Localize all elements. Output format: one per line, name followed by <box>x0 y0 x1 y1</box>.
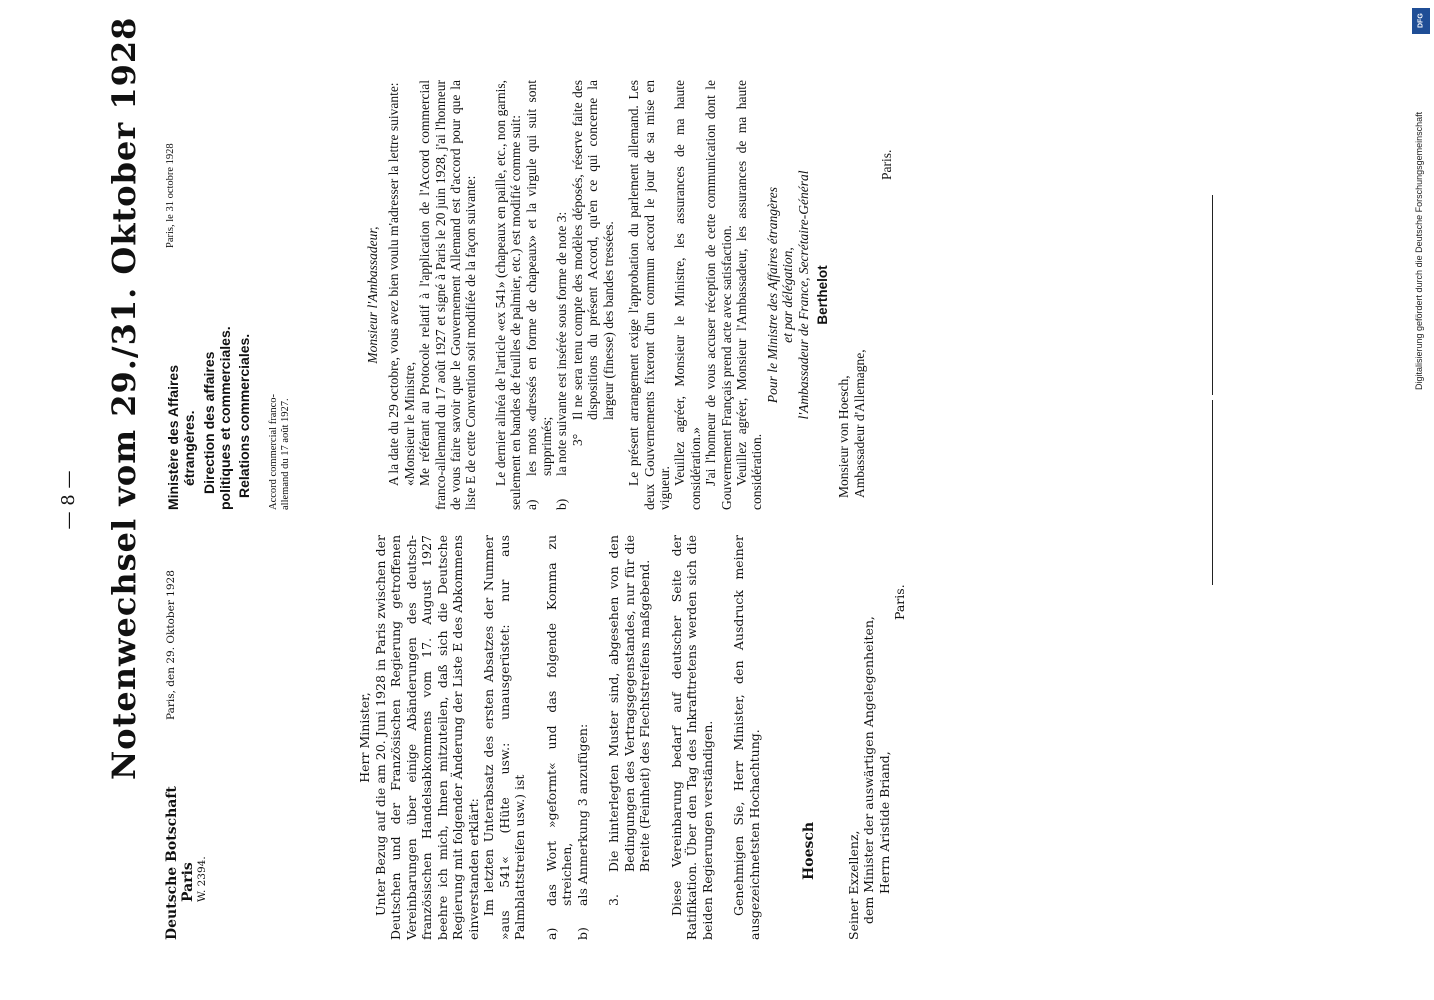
reference-line-1: Accord commercial franco- <box>268 393 280 510</box>
french-addressee-line-1: Monsieur von Hoesch, <box>836 375 852 498</box>
german-item-b-text: als Anmerkung 3 anzufügen: <box>574 723 590 906</box>
closing-line-3: l'Ambassadeur de France, Secrétaire-Général <box>795 170 811 420</box>
german-letter <box>165 535 908 940</box>
french-item-a-text: les mots «dressés en forme de chapeaux» et la virgule qui suit sont supprimés; <box>523 80 555 476</box>
addressee-line-1: Seiner Exzellenz, <box>845 830 861 940</box>
french-reference <box>268 80 292 510</box>
direction-line-2: politiques et commerciales. <box>217 326 233 510</box>
dfg-watermark-text: Digitalisierung gefördert durch die Deutsche Forschungsgemeinschaft <box>1414 111 1424 390</box>
reference-line-2: allemand du 17 août 1927. <box>280 398 292 510</box>
german-paragraph-2: Im letzten Unterabsatz des ersten Absatzes der Nummer »aus 541« (Hüte usw.: unausgerüstet: nur aus Palmblattstreifen usw.) ist <box>481 535 527 940</box>
direction-line-1: Direction des affaires <box>201 351 217 494</box>
french-paragraph-2: Me référant au Protocole relatif à l'application de l'Accord commercial franco-allemand du 17 août 1927 et signé à Paris le 20 juin 1928, j'ai l'honneur de vous faire savoir que le Gouvernement Allemand est d'accord pour que la liste E de cette Convention soit modifiée de la façon suivante: <box>417 80 479 510</box>
closing-line-1: Pour le Ministre des Affaires étrangères <box>764 186 780 404</box>
french-item-a <box>524 80 555 510</box>
separator-rule-right <box>1212 195 1213 395</box>
page-title: Notenwechsel vom 29./31. Oktober 1928 <box>105 16 143 780</box>
french-note-3-text: Il ne sera tenu compte des modèles déposés, réserve faite des dispositions du présent Accord, qu'en ce qui concerne la largeur (finesse) des bandes tressées. <box>569 80 616 420</box>
german-addressee <box>846 535 908 940</box>
ministry-line-2: étrangères. <box>181 410 197 486</box>
german-item-a-label: a) <box>543 927 559 940</box>
addressee-line-2: dem Minister der auswärtigen Angelegenheiten, <box>861 616 876 924</box>
german-item-a-text: das Wort »geformt« und das folgende Komma zu streichen, <box>543 535 574 906</box>
sender-embassy: Deutsche Botschaft <box>164 786 180 940</box>
german-paragraph-1: Unter Bezug auf die am 20. Juni 1928 in Paris zwischen der Deutschen und der Französischen Regierung getroffenen Vereinbarungen über einige Abänderungen des deutsch-französischen Handelsabkommens vom 17. August 1927 beehre ich mich, Ihnen mitzuteilen, daß sich die Deutsche Regierung mit folgender Änderung der Liste E des Abkommens einverstanden erklärt: <box>372 535 481 940</box>
french-note-3-label: 3° <box>569 433 585 446</box>
ministry-line-1: Ministère des Affaires <box>165 365 181 510</box>
addressee-line-3: Herrn Aristide Briand, <box>876 751 892 894</box>
french-place-date: Paris, le 31 octobre 1928 <box>165 143 176 248</box>
french-item-b-label: b) <box>554 498 570 510</box>
sender-reference: W. 2394. <box>196 856 208 902</box>
german-item-b <box>575 535 591 940</box>
french-paragraph-3: Le dernier alinéa de l'article «ex 541» (chapeaux en paille, etc., non garnis, seulement en bandes de feuilles de palmier, etc.) est modifié comme suit: <box>492 80 524 510</box>
relations-commerciales: Relations commerciales. <box>236 333 252 498</box>
french-salutation: Monsieur l'Ambassadeur, <box>365 226 380 364</box>
german-paragraph-4: Genehmigen Sie, Herr Minister, den Ausdruck meiner ausgezeichnetsten Hochachtung. <box>731 535 762 940</box>
german-signature: Hoesch <box>801 821 817 880</box>
german-item-b-label: b) <box>574 927 590 940</box>
french-header <box>165 80 305 510</box>
german-note-3 <box>606 535 653 940</box>
french-addressee-line-2: Ambassadeur d'Allemagne, <box>851 349 867 498</box>
german-sender <box>165 535 225 940</box>
french-paragraph-6: J'ai l'honneur de vous accuser réception de cette communication dont le Gouvernement Français prend acte avec satisfaction. <box>703 80 734 510</box>
german-place-date: Paris, den 29. Oktober 1928 <box>165 570 177 720</box>
addressee-city: Paris. <box>892 584 907 620</box>
french-paragraph-7: Veuillez agréer, Monsieur l'Ambassadeur, les assurances de ma haute considération. <box>733 80 765 510</box>
french-item-b-text: la note suivante est insérée sous forme de note 3: <box>554 211 570 476</box>
french-paragraph-5: Veuillez agréer, Monsieur le Ministre, les assurances de ma haute considération.» <box>672 80 703 510</box>
direction <box>201 80 233 510</box>
dfg-watermark <box>1410 0 1434 1000</box>
sender-city: Paris <box>179 862 196 902</box>
dfg-logo: DFG <box>1412 8 1430 34</box>
german-note-3-text: Die hinterlegten Muster sind, abgesehen von den Bedingungen des Vertragsgegenstandes, nur für die Breite (Feinheit) des Flechtstreifens maßgebend. <box>606 535 652 872</box>
german-paragraph-3: Diese Vereinbarung bedarf auf deutscher Seite der Ratifikation. Über den Tag des Inkrafttretens werden sich die beiden Regierungen verständigen. <box>668 535 715 940</box>
page-number: — 8 — <box>58 470 79 530</box>
french-item-b <box>554 80 569 510</box>
german-item-a <box>544 535 575 940</box>
french-letter <box>165 80 895 510</box>
french-quote-salutation: «Monsieur le Ministre, <box>401 361 417 486</box>
german-salutation: Herr Minister, <box>357 692 372 783</box>
french-item-a-label: a) <box>523 499 539 510</box>
french-paragraph-4: Le présent arrangement exige l'approbation du parlement allemand. Les deux Gouvernements fixeront d'un commun accord le jour de sa mise en vigueur. <box>626 80 672 510</box>
french-addressee <box>836 80 894 510</box>
separator-rule-left <box>1212 400 1213 585</box>
french-signature: Berthelot <box>814 265 830 325</box>
closing-line-2: et par délégation, <box>780 247 796 343</box>
french-closing <box>765 80 811 510</box>
german-note-3-label: 3. <box>606 894 621 906</box>
french-note-3 <box>570 80 616 510</box>
french-addressee-city: Paris. <box>879 149 895 180</box>
french-paragraph-1: A la date du 29 octobre, vous avez bien voulu m'adresser la lettre suivante: <box>386 82 402 486</box>
